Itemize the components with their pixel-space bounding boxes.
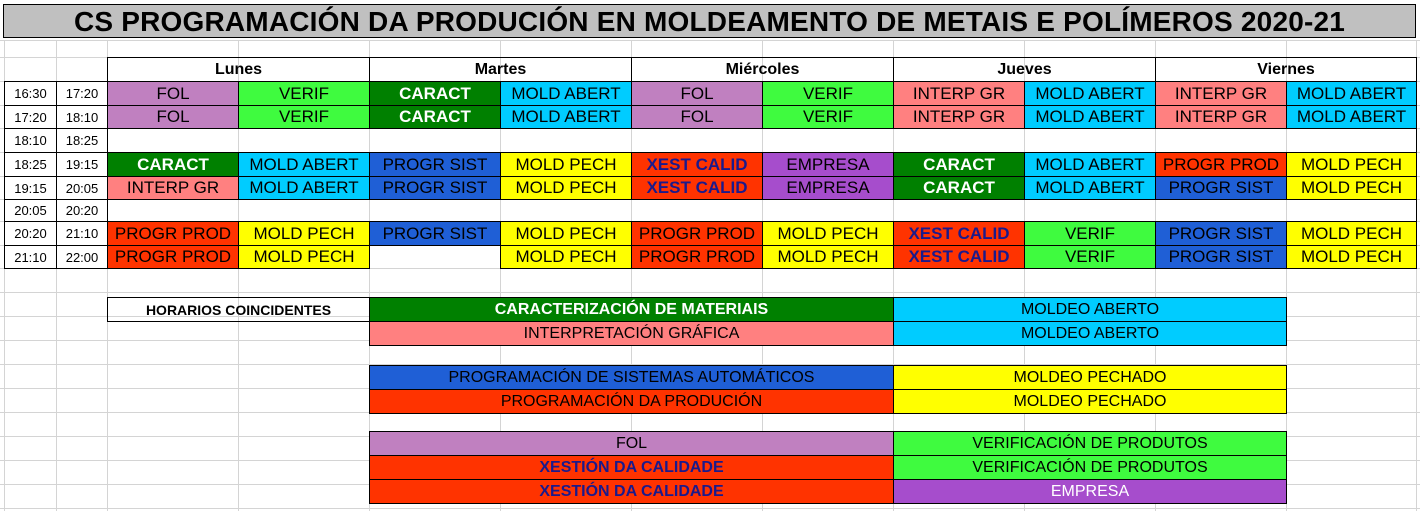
legend-verificacion-de-produtos: VERIFICACIÓN DE PRODUTOS: [893, 455, 1287, 480]
time-start: 18:25: [4, 152, 57, 177]
time-start: 20:20: [4, 221, 57, 246]
legend-moldeo-pechado: MOLDEO PECHADO: [893, 389, 1287, 414]
gridline: [0, 292, 1420, 293]
class-verif[interactable]: VERIF: [1024, 221, 1156, 246]
class-caract[interactable]: CARACT: [369, 105, 501, 129]
class-mold-abert[interactable]: MOLD ABERT: [500, 105, 632, 129]
class-caract[interactable]: CARACT: [893, 176, 1025, 200]
class-mold-abert[interactable]: MOLD ABERT: [1024, 176, 1156, 200]
class-mold-abert[interactable]: MOLD ABERT: [1024, 152, 1156, 177]
legend-xestion-da-calidade: XESTIÓN DA CALIDADE: [369, 455, 894, 480]
day-header-lunes: Lunes: [107, 57, 370, 82]
time-start: 16:30: [4, 81, 57, 106]
class-mold-pech[interactable]: MOLD PECH: [500, 245, 632, 269]
class-verif[interactable]: VERIF: [762, 81, 894, 106]
class-progr-prod[interactable]: PROGR PROD: [107, 221, 239, 246]
time-end: 22:00: [56, 245, 108, 269]
class-fol[interactable]: FOL: [631, 81, 763, 106]
class-mold-pech[interactable]: MOLD PECH: [500, 152, 632, 177]
legend-moldeo-aberto: MOLDEO ABERTO: [893, 321, 1287, 346]
class-mold-pech[interactable]: MOLD PECH: [1286, 152, 1417, 177]
class-mold-pech[interactable]: MOLD PECH: [1286, 176, 1417, 200]
class-mold-abert[interactable]: MOLD ABERT: [1024, 81, 1156, 106]
class-progr-sist[interactable]: PROGR SIST: [369, 176, 501, 200]
legend-interpretacion-grafica: INTERPRETACIÓN GRÁFICA: [369, 321, 894, 346]
gridline: [0, 40, 1420, 41]
class-mold-abert[interactable]: MOLD ABERT: [238, 176, 370, 200]
class-interp-gr[interactable]: INTERP GR: [107, 176, 239, 200]
class-progr-sist[interactable]: PROGR SIST: [1155, 176, 1287, 200]
legend-moldeo-pechado: MOLDEO PECHADO: [893, 365, 1287, 390]
time-end: 18:25: [56, 128, 108, 153]
class-interp-gr[interactable]: INTERP GR: [893, 81, 1025, 106]
time-start: 19:15: [4, 176, 57, 200]
break-row: [107, 128, 1417, 153]
class-mold-pech[interactable]: MOLD PECH: [500, 221, 632, 246]
class-mold-pech[interactable]: MOLD PECH: [1286, 221, 1417, 246]
class-empresa[interactable]: EMPRESA: [762, 152, 894, 177]
time-end: 20:20: [56, 199, 108, 222]
class-verif[interactable]: VERIF: [238, 105, 370, 129]
day-header-miercoles: Miércoles: [631, 57, 894, 82]
legend-xestion-da-calidade: XESTIÓN DA CALIDADE: [369, 479, 894, 504]
class-progr-sist[interactable]: PROGR SIST: [369, 152, 501, 177]
legend-label: HORARIOS COINCIDENTES: [107, 297, 370, 322]
class-progr-prod[interactable]: PROGR PROD: [631, 221, 763, 246]
time-end: 17:20: [56, 81, 108, 106]
class-xest-calid[interactable]: XEST CALID: [631, 152, 763, 177]
legend-empresa: EMPRESA: [893, 479, 1287, 504]
class-mold-abert[interactable]: MOLD ABERT: [1024, 105, 1156, 129]
class-mold-abert[interactable]: MOLD ABERT: [500, 81, 632, 106]
time-end: 20:05: [56, 176, 108, 200]
class-progr-sist[interactable]: PROGR SIST: [1155, 245, 1287, 269]
legend-caracterizacion-de-materiais: CARACTERIZACIÓN DE MATERIAIS: [369, 297, 894, 322]
class-interp-gr[interactable]: INTERP GR: [893, 105, 1025, 129]
class-interp-gr[interactable]: INTERP GR: [1155, 81, 1287, 106]
class-caract[interactable]: CARACT: [893, 152, 1025, 177]
class-mold-pech[interactable]: MOLD PECH: [1286, 245, 1417, 269]
legend-programacion-da-producion: PROGRAMACIÓN DA PRODUCIÓN: [369, 389, 894, 414]
legend-programacion-de-sistemas-automaticos: PROGRAMACIÓN DE SISTEMAS AUTOMÁTICOS: [369, 365, 894, 390]
legend-moldeo-aberto: MOLDEO ABERTO: [893, 297, 1287, 322]
page-title: CS PROGRAMACIÓN DA PRODUCIÓN EN MOLDEAMENTO DE METAIS E POLÍMEROS 2020-21: [3, 4, 1416, 38]
time-start: 17:20: [4, 105, 57, 129]
time-start: 18:10: [4, 128, 57, 153]
class-interp-gr[interactable]: INTERP GR: [1155, 105, 1287, 129]
class-verif[interactable]: VERIF: [1024, 245, 1156, 269]
class-mold-pech[interactable]: MOLD PECH: [238, 221, 370, 246]
time-end: 21:10: [56, 221, 108, 246]
class-progr-prod[interactable]: PROGR PROD: [1155, 152, 1287, 177]
class-caract[interactable]: CARACT: [107, 152, 239, 177]
break-row: [107, 199, 1417, 222]
day-header-martes: Martes: [369, 57, 632, 82]
class-fol[interactable]: FOL: [107, 81, 239, 106]
class-progr-sist[interactable]: PROGR SIST: [369, 221, 501, 246]
legend-verificacion-de-produtos: VERIFICACIÓN DE PRODUTOS: [893, 431, 1287, 456]
class-fol[interactable]: FOL: [631, 105, 763, 129]
class-progr-sist[interactable]: PROGR SIST: [1155, 221, 1287, 246]
class-verif[interactable]: VERIF: [238, 81, 370, 106]
class-progr-prod[interactable]: PROGR PROD: [107, 245, 239, 269]
class-xest-calid[interactable]: XEST CALID: [893, 245, 1025, 269]
class-xest-calid[interactable]: XEST CALID: [893, 221, 1025, 246]
legend-fol: FOL: [369, 431, 894, 456]
class-fol[interactable]: FOL: [107, 105, 239, 129]
time-end: 18:10: [56, 105, 108, 129]
class-mold-pech[interactable]: MOLD PECH: [500, 176, 632, 200]
class-mold-pech[interactable]: MOLD PECH: [762, 221, 894, 246]
class-mold-pech[interactable]: MOLD PECH: [762, 245, 894, 269]
class-progr-prod[interactable]: PROGR PROD: [631, 245, 763, 269]
gridline: [0, 508, 1420, 509]
day-header-viernes: Viernes: [1155, 57, 1417, 82]
time-start: 20:05: [4, 199, 57, 222]
time-end: 19:15: [56, 152, 108, 177]
class-empresa[interactable]: EMPRESA: [762, 176, 894, 200]
class-mold-abert[interactable]: MOLD ABERT: [238, 152, 370, 177]
class-mold-abert[interactable]: MOLD ABERT: [1286, 81, 1417, 106]
class-caract[interactable]: CARACT: [369, 81, 501, 106]
class-xest-calid[interactable]: XEST CALID: [631, 176, 763, 200]
class-mold-pech[interactable]: MOLD PECH: [238, 245, 370, 269]
class-verif[interactable]: VERIF: [762, 105, 894, 129]
class-mold-abert[interactable]: MOLD ABERT: [1286, 105, 1417, 129]
day-header-jueves: Jueves: [893, 57, 1156, 82]
time-start: 21:10: [4, 245, 57, 269]
